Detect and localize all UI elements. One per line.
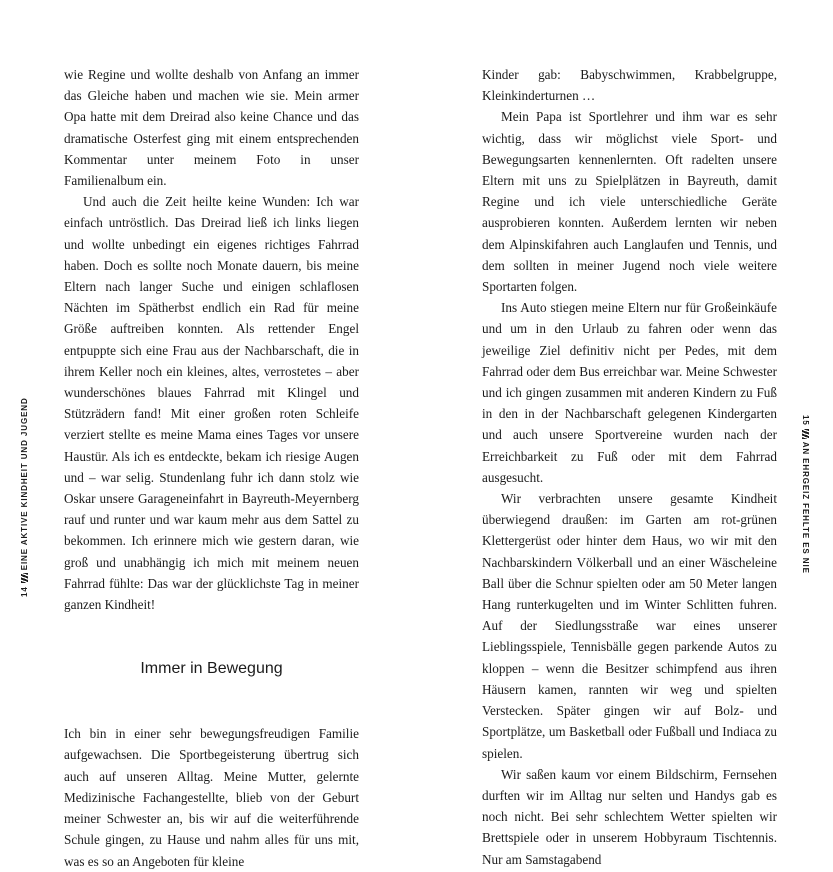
- right-page-text-column: [482, 64, 777, 870]
- right-page: [416, 0, 833, 867]
- right-running-head: [801, 415, 810, 574]
- right-paragraph-2: Mein Papa ist Sportlehrer und ihm war es sehr wichtig, dass wir möglichst viele Sport- und Bewegungsarten kennenlernten. Oft radelten unsere Eltern mit uns zu Spielplätzen in Bayreuth, damit Regine und ich viele unterschiedliche Geräte ausprobieren konnten. Außerdem lernten wir neben dem Alpinskifahren auch Langlaufen und Tennis, und dem sollten in meiner Jugend noch viele weitere Sportarten folgen.: [482, 109, 777, 295]
- section-heading: Immer in Bewegung: [140, 660, 283, 678]
- left-running-head-title: EINE AKTIVE KINDHEIT UND JUGEND: [20, 397, 29, 571]
- left-page-number: 14: [20, 586, 29, 597]
- left-page: [0, 0, 416, 869]
- slash-marker-icon: [802, 429, 809, 439]
- right-paragraph-1: Kinder gab: Babyschwimmen, Krabbelgruppe, Kleinkinderturnen …: [482, 67, 777, 104]
- slash-marker-icon: [21, 573, 28, 583]
- left-paragraph-2: Und auch die Zeit heilte keine Wunden: Ich war einfach untröstlich. Das Dreirad ließ ich links liegen und wollte unbedingt ein eigenes richtiges Fahrrad haben. Doch es sollte noch Monate dauern, bis meine Eltern nach langer Suche und einigen schlaflosen Nächten im Spätherbst endlich ein Rad für meine Größe auftreiben konnten. Als rettender Engel entpuppte sich eine Frau aus der Nachbarschaft, die in ihrem Keller noch ein kleines, altes, verrostetes – aber wunderschönes blaues Fahrrad mit Klingel und Stützrädern fand! Mit einer großen roten Schleife verziert stellte es meine Mama eines Tages vor unsere Haustür. Als ich es entdeckte, bekam ich riesige Augen und – war selig. Stundenlang fuhr ich dann stolz wie Oskar unsere Garageneinfahrt in Bayreuth-Meyernberg rauf und runter und war kaum mehr aus dem Sattel zu bekommen. Ich erinnere mich wie gestern daran, wie groß und unabhängig ich mich mit meinem neuen Fahrrad fühlte: Das war der glücklichste Tag in meiner ganzen Kindheit!: [64, 194, 359, 613]
- right-paragraph-3: Ins Auto stiegen meine Eltern nur für Großeinkäufe und um in den Urlaub zu fahren oder wenn das jeweilige Ziel definitiv nicht per Pedes, mit dem Fahrrad oder dem Bus erreichbar war. Meine Schwester und ich gingen zusammen mit anderen Kindern zu Fuß in den in der Nachbarschaft gelegenen Kindergarten und auch unsere Sportvereine wurden nach der Erreichbarkeit zu Fuß oder mit dem Fahrrad ausgesucht.: [482, 300, 777, 485]
- left-paragraph-3: Ich bin in einer sehr bewegungsfreudigen Familie aufgewachsen. Die Sportbegeisterung übertrug sich auch auf unseren Alltag. Meine Mutter, gelernte Medizinische Fachangestellte, blieb von der Geburt meiner Schwester an, bis wir auf die weiterführende Schule gingen, zu Hause und nahm alles für uns mit, was es so an Angeboten für kleine: [64, 726, 359, 869]
- right-paragraph-5: Wir saßen kaum vor einem Bildschirm, Fernsehen durften wir im Alltag nur selten und Handys gab es noch nicht. Bei sehr schlechtem Wetter spielten wir Brettspiele oder in unserem Hobbyraum Tischtennis. Nur am Samstagabend: [482, 766, 777, 867]
- left-page-text-column: [64, 64, 359, 872]
- left-running-head: [20, 397, 29, 597]
- left-paragraph-1: wie Regine und wollte deshalb von Anfang an immer das Gleiche haben und machen wie sie. Mein armer Opa hatte mit dem Dreirad also keine Chance und das dramatische Osterfest ging mit einem entsprechenden Kommentar unter meinem Foto in unser Familienalbum ein.: [64, 67, 359, 189]
- right-paragraph-4: Wir verbrachten unsere gesamte Kindheit überwiegend draußen: im Garten am rot-grünen Klettergerüst oder hinter dem Haus, wo wir mit den Nachbarskindern Völkerball und an einer Wäscheleine Ball über die Schnur spielten oder am 50 Meter langen Hang runterkugelten und im Winter Schlitten fuhren. Auf der Siedlungsstraße war eines unserer Lieblingsspiele, Tennisbälle gegen parkende Autos zu kloppen – wenn die Besitzer schimpfend aus ihren Häusern kamen, rannten wir weg und spielten Verstecken. Später gingen wir auf Bolz- und Sportplätze, um Basketball oder Fußball und Indiaca zu spielen.: [482, 491, 777, 761]
- right-running-head-title: AN EHRGEIZ FEHLTE ES NIE: [801, 441, 810, 574]
- right-page-number: 15: [801, 415, 810, 426]
